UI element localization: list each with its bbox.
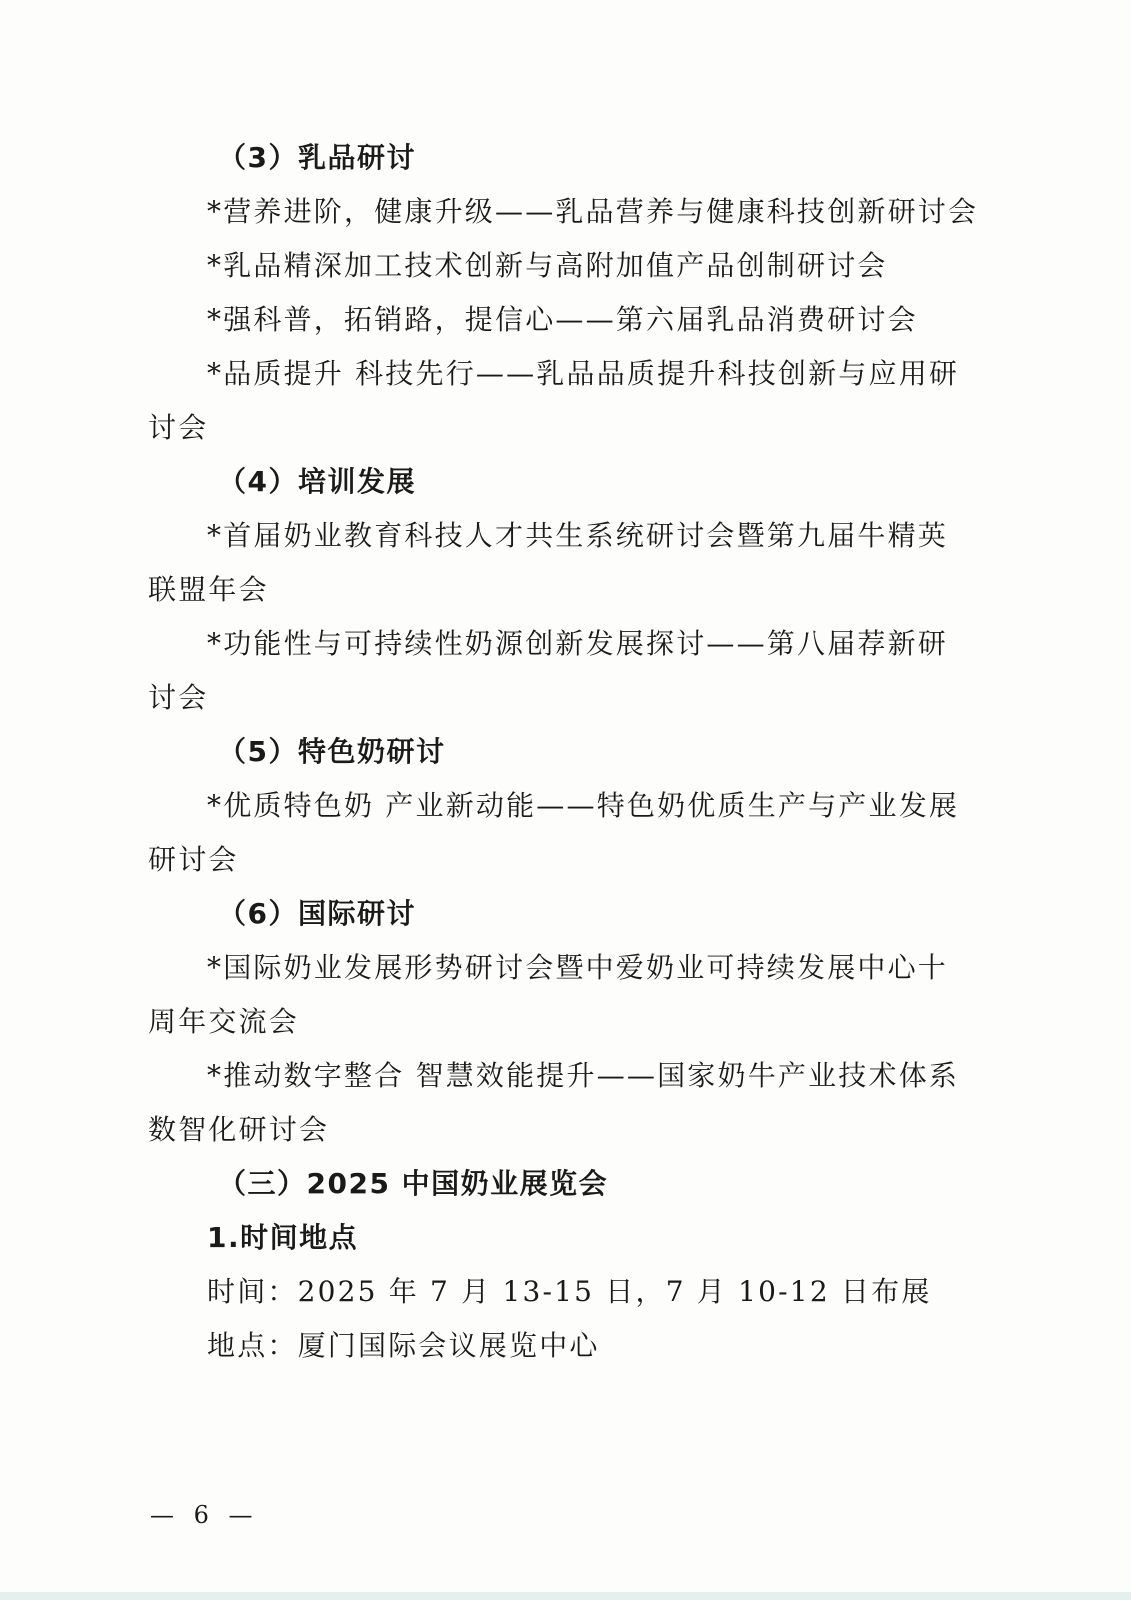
list-item-continuation: 研讨会 [148,843,239,876]
list-item: *营养进阶，健康升级——乳品营养与健康科技创新研讨会 [207,195,979,228]
list-item: *品质提升 科技先行——乳品品质提升科技创新与应用研 [207,357,960,390]
section-heading-expo: （三）2025 中国奶业展览会 [218,1167,609,1200]
list-item-continuation: 数智化研讨会 [148,1113,330,1146]
list-item-continuation: 联盟年会 [148,573,269,606]
list-item: *首届奶业教育科技人才共生系统研讨会暨第九届牛精英 [207,519,949,552]
list-item: *乳品精深加工技术创新与高附加值产品创制研讨会 [207,249,888,282]
list-item: *推动数字整合 智慧效能提升——国家奶牛产业技术体系 [207,1059,960,1092]
list-item-continuation: 讨会 [148,681,209,714]
list-item: *强科普，拓销路，提信心——第六届乳品消费研讨会 [207,303,918,336]
expo-time: 时间：2025 年 7 月 13-15 日，7 月 10-12 日布展 [207,1275,932,1308]
section-heading-dairy-seminar: （3）乳品研讨 [218,141,416,174]
list-item: *功能性与可持续性奶源创新发展探讨——第八届荐新研 [207,627,949,660]
expo-location: 地点：厦门国际会议展览中心 [207,1329,600,1362]
list-item: *国际奶业发展形势研讨会暨中爱奶业可持续发展中心十 [207,951,949,984]
list-item-continuation: 讨会 [148,411,209,444]
section-heading-specialty-milk: （5）特色奶研讨 [218,735,446,768]
list-item: *优质特色奶 产业新动能——特色奶优质生产与产业发展 [207,789,960,822]
sub-heading-time-location: 1.时间地点 [207,1221,359,1254]
section-heading-training: （4）培训发展 [218,465,416,498]
page-number: — 6 — [150,1501,259,1529]
scan-edge [0,1592,1131,1600]
section-heading-international: （6）国际研讨 [218,897,416,930]
list-item-continuation: 周年交流会 [148,1005,300,1038]
